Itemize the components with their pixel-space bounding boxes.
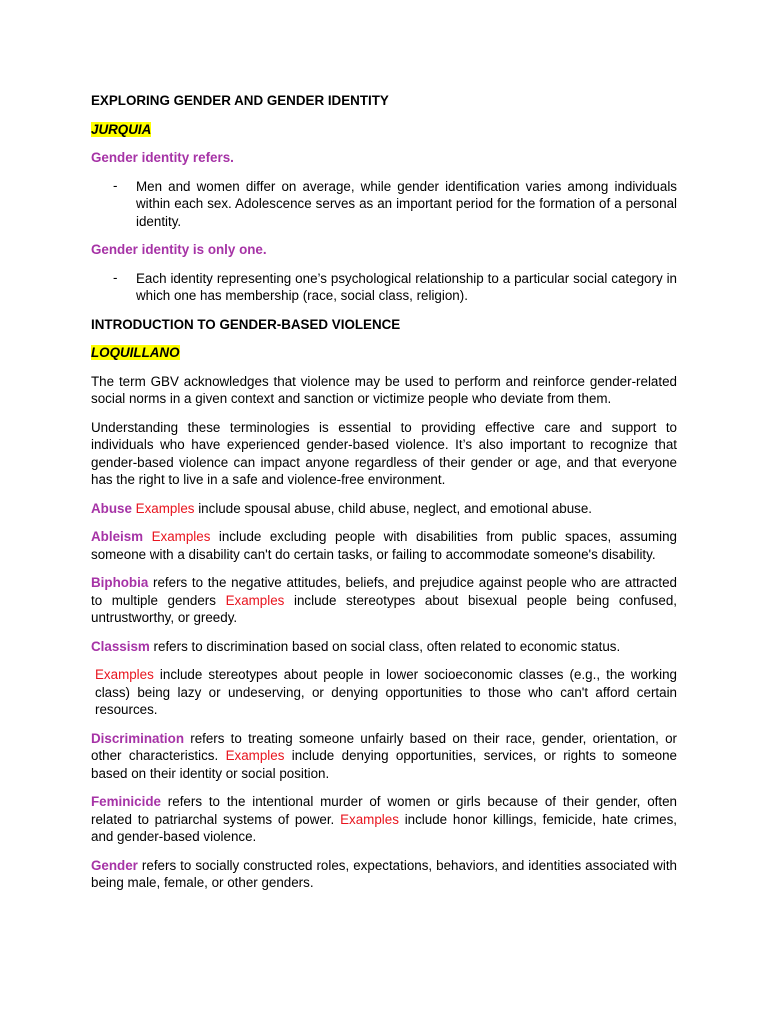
- bullet-dash: -: [113, 269, 118, 285]
- classism-examples: [91, 666, 677, 719]
- paragraph: Understanding these terminologies is essential to providing effective care and support to individuals who have experienced gender-based violence. It’s also important to recognize that gender-based violence can impact anyone regardless of their gender or age, and that everyone has the right to live in a safe and violence-free environment.: [91, 419, 677, 487]
- definition-abuse: [91, 500, 677, 518]
- subheading: Gender identity is only one.: [91, 242, 267, 257]
- definition-text: refers to the intentional murder of women or girls because of their gender, often related to patriarchal systems of power.: [91, 794, 677, 827]
- definition-feminicide: [91, 793, 677, 846]
- term-label: Biphobia: [91, 575, 149, 590]
- examples-label: Examples: [95, 667, 154, 682]
- term-label: Gender: [91, 857, 138, 873]
- examples-text: include denying opportunities, services, or rights to someone based on their identity or social position.: [91, 748, 677, 781]
- list-item-text: Men and women differ on average, while gender identification varies among individuals within each sex. Adolescence serves as an important period for the formation of a personal identity.: [136, 178, 677, 229]
- examples-text: include stereotypes about bisexual people being confused, untrustworthy, or greedy.: [91, 592, 677, 625]
- definition-text: refers to treating someone unfairly based on their race, gender, orientation, or other characteristics.: [91, 730, 677, 763]
- list-item-text: Each identity representing one’s psychological relationship to a particular social category in which one has membership (race, social class, religion).: [136, 270, 677, 303]
- examples-label: Examples: [151, 529, 211, 544]
- author-highlight: JURQUIA: [91, 121, 152, 137]
- examples-label: Examples: [225, 748, 285, 763]
- bullet-dash: -: [113, 177, 118, 193]
- term-label: Abuse: [91, 500, 132, 516]
- term-label: Discrimination: [91, 730, 185, 746]
- subheading: Gender identity refers.: [91, 150, 234, 165]
- examples-text: include excluding people with disabilities from public spaces, assuming someone with a disability can't do certain tasks, or failing to accommodate someone's disability.: [91, 529, 677, 562]
- definition-discrimination: [91, 730, 677, 783]
- term-label: Classism: [91, 638, 150, 654]
- examples-label: Examples: [340, 811, 399, 827]
- term-label: Ableism: [91, 529, 144, 544]
- examples-text: include honor killings, femicide, hate crimes, and gender-based violence.: [91, 811, 677, 844]
- definition-gender: [91, 857, 677, 892]
- examples-label: Examples: [135, 500, 195, 516]
- list-item: [91, 178, 677, 231]
- list-item: [91, 270, 677, 305]
- term-label: Feminicide: [91, 794, 161, 809]
- definition-biphobia: [91, 574, 677, 627]
- document-body: [91, 92, 677, 903]
- examples-label: Examples: [225, 592, 285, 608]
- section-title: INTRODUCTION TO GENDER-BASED VIOLENCE: [91, 316, 401, 332]
- examples-text: include spousal abuse, child abuse, neglect, and emotional abuse.: [198, 500, 593, 516]
- definition-ableism: [91, 528, 677, 563]
- author-label: [91, 344, 677, 362]
- author-highlight: LOQUILLANO: [91, 345, 180, 360]
- paragraph: The term GBV acknowledges that violence may be used to perform and reinforce gender-related social norms in a given context and sanction or victimize people who deviate from them.: [91, 373, 677, 406]
- definition-text: refers to socially constructed roles, expectations, behaviors, and identities associated with being male, female, or other genders.: [91, 857, 677, 890]
- examples-text: include stereotypes about people in lower socioeconomic classes (e.g., the working class) being lazy or undeserving, or denying opportunities to those who can't afford certain resources.: [95, 667, 677, 717]
- definition-text: refers to discrimination based on social class, often related to economic status.: [153, 638, 621, 654]
- definition-classism: [91, 638, 677, 656]
- definition-text: refers to the negative attitudes, beliefs, and prejudice against people who are attracted to multiple genders: [91, 575, 677, 608]
- author-label: [91, 121, 677, 139]
- section-title: EXPLORING GENDER AND GENDER IDENTITY: [91, 93, 389, 108]
